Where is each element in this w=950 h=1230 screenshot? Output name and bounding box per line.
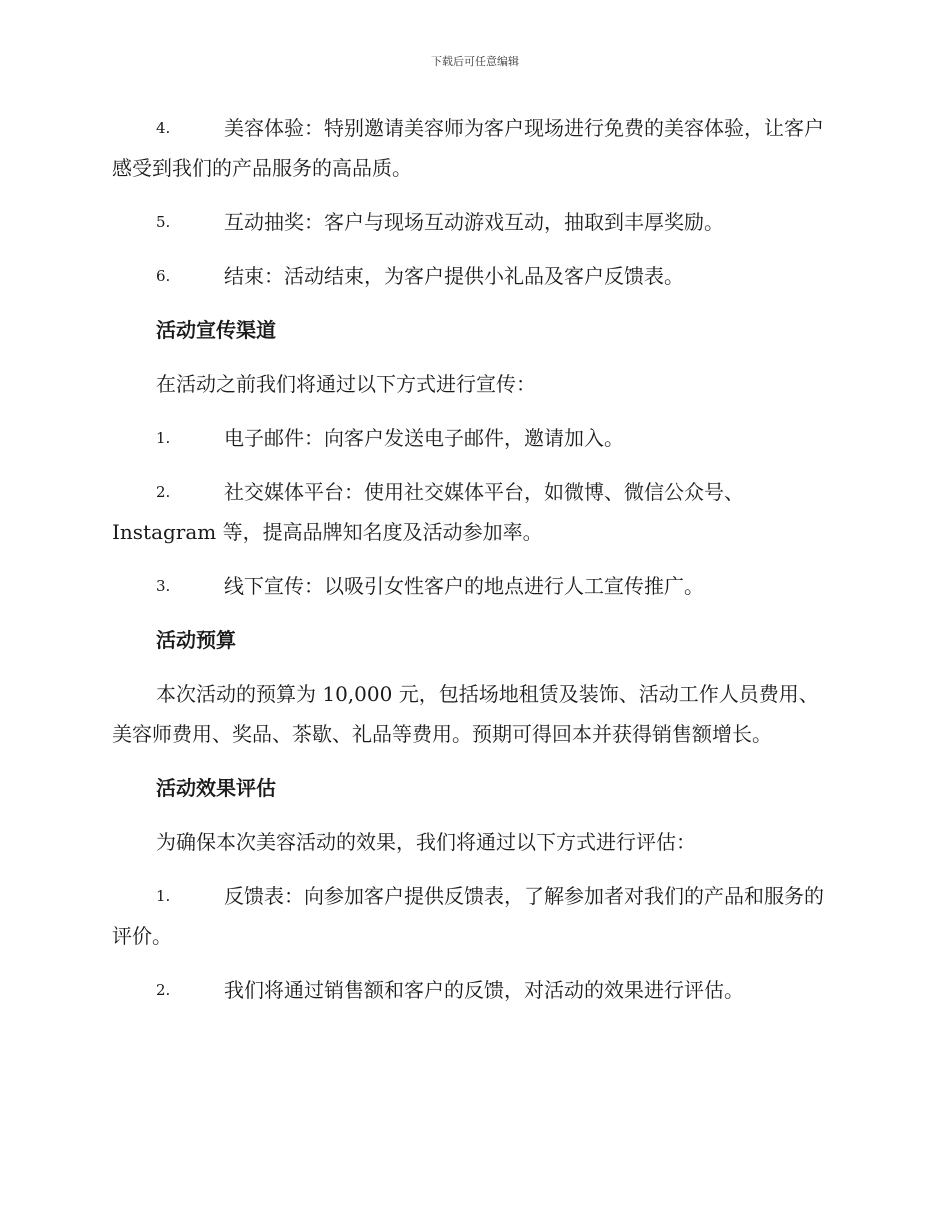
list-item-text: 反馈表：向参加客户提供反馈表，了解参加者对我们的产品和服务的评价。 [112,884,824,948]
list-number: 2. [156,483,171,501]
section-heading: 活动预算 [156,628,236,652]
list-item [112,202,834,242]
paragraph: 在活动之前我们将通过以下方式进行宣传： [156,372,536,396]
list-item [112,472,834,552]
list-item-text: 结束：活动结束，为客户提供小礼品及客户反馈表。 [224,264,684,288]
list-item-text: 电子邮件：向客户发送电子邮件，邀请加入。 [224,426,624,450]
list-item-text: 美容体验：特别邀请美容师为客户现场进行免费的美容体验，让客户感受到我们的产品服务的高品质。 [112,116,824,180]
section-heading: 活动效果评估 [156,776,276,800]
list-number: 6. [156,267,171,285]
list-item [112,256,834,296]
list-number: 1. [156,887,171,905]
document-body [112,108,834,1024]
list-item [112,418,834,458]
paragraph: 本次活动的预算为 10,000 元，包括场地租赁及装饰、活动工作人员费用、美容师费用、奖品、茶歇、礼品等费用。预期可得回本并获得销售额增长。 [112,682,819,746]
list-item-text: 线下宣传：以吸引女性客户的地点进行人工宣传推广。 [224,574,704,598]
list-item [112,876,834,956]
list-item [112,566,834,606]
list-item-text: 我们将通过销售额和客户的反馈，对活动的效果进行评估。 [224,978,744,1002]
list-item [112,108,834,188]
list-number: 4. [156,119,171,137]
list-item [112,970,834,1010]
list-item-text: 互动抽奖：客户与现场互动游戏互动，抽取到丰厚奖励。 [224,210,724,234]
section-heading: 活动宣传渠道 [156,318,276,342]
list-number: 5. [156,213,171,231]
list-number: 2. [156,981,171,999]
list-number: 3. [156,577,171,595]
list-number: 1. [156,429,171,447]
list-item-text: 社交媒体平台：使用社交媒体平台，如微博、微信公众号、Instagram 等，提高品牌知名度及活动参加率。 [112,480,744,544]
page-header: 下载后可任意编辑 [431,55,519,68]
paragraph: 为确保本次美容活动的效果，我们将通过以下方式进行评估： [156,830,696,854]
